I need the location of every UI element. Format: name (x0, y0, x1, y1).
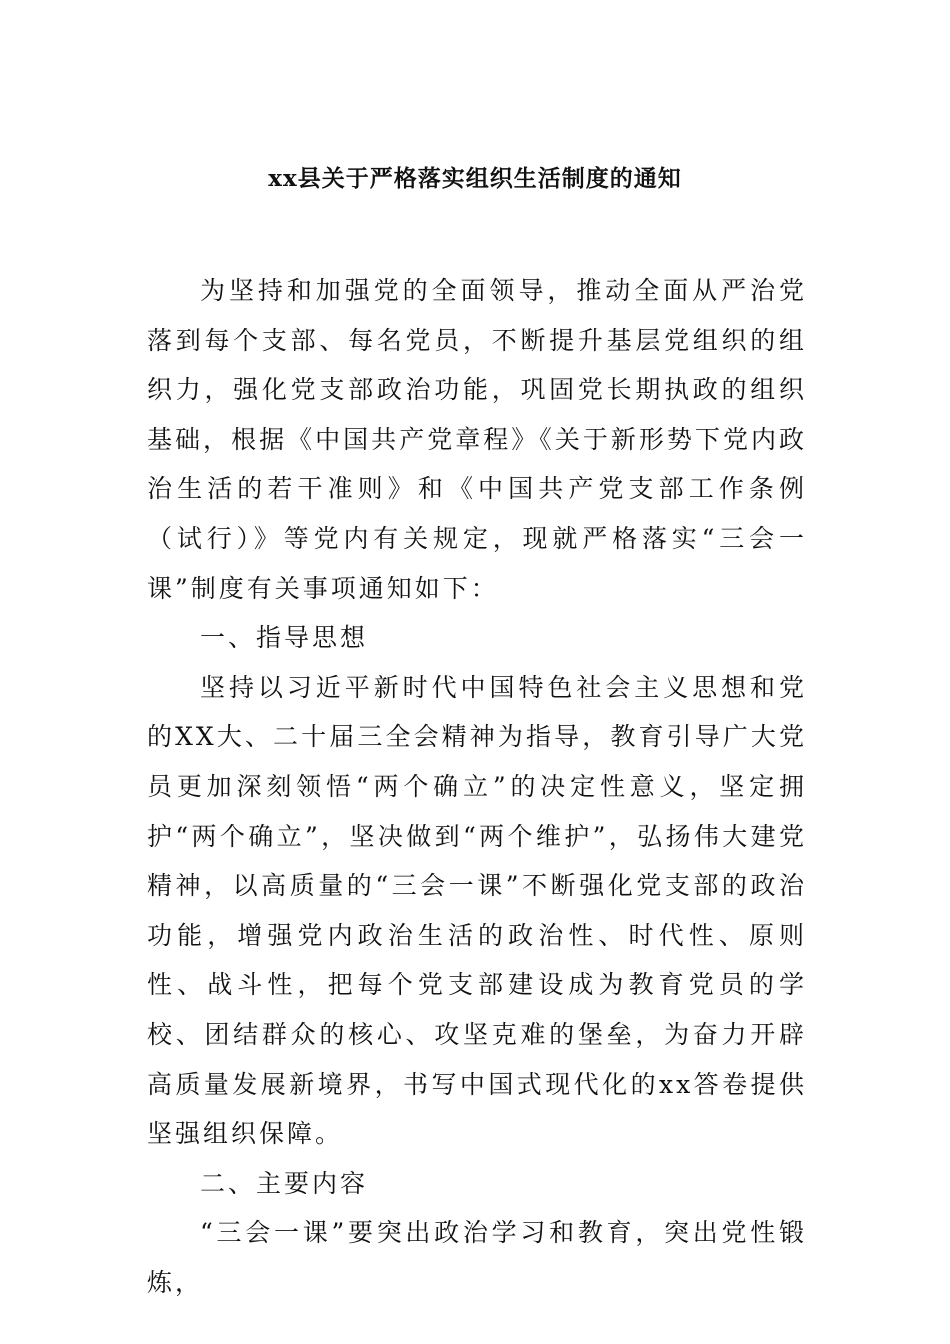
document-body (147, 266, 807, 1307)
document-title: xx县关于严格落实组织生活制度的通知 (268, 165, 682, 192)
guiding-ideology-paragraph: 坚持以习近平新时代中国特色社会主义思想和党的XX大、二十届三全会精神为指导，教育引导广大党员更加深刻领悟“两个确立”的决定性意义，坚定拥护“两个确立”，坚决做到“两个维护”，弘扬伟大建党精神，以高质量的“三会一课”不断强化党支部的政治功能，增强党内政治生活的政治性、时代性、原则性、战斗性，把每个党支部建设成为教育党员的学校、团结群众的核心、攻坚克难的堡垒，为奋力开辟高质量发展新境界，书写中国式现代化的xx答卷提供坚强组织保障。 (147, 672, 807, 1149)
main-content-paragraph: “三会一课”要突出政治学习和教育，突出党性锻炼， (147, 1218, 807, 1297)
section-heading-main-content: 二、主要内容 (200, 1168, 369, 1198)
section-heading-guiding-ideology: 一、指导思想 (200, 623, 369, 653)
intro-paragraph: 为坚持和加强党的全面领导，推动全面从严治党落到每个支部、每名党员，不断提升基层党组织的组织力，强化党支部政治功能，巩固党长期执政的组织基础，根据《中国共产党章程》《关于新形势下党内政治生活的若干准则》和《中国共产党支部工作条例（试行）》等党内有关规定，现就严格落实“三会一课”制度有关事项通知如下： (147, 276, 807, 603)
